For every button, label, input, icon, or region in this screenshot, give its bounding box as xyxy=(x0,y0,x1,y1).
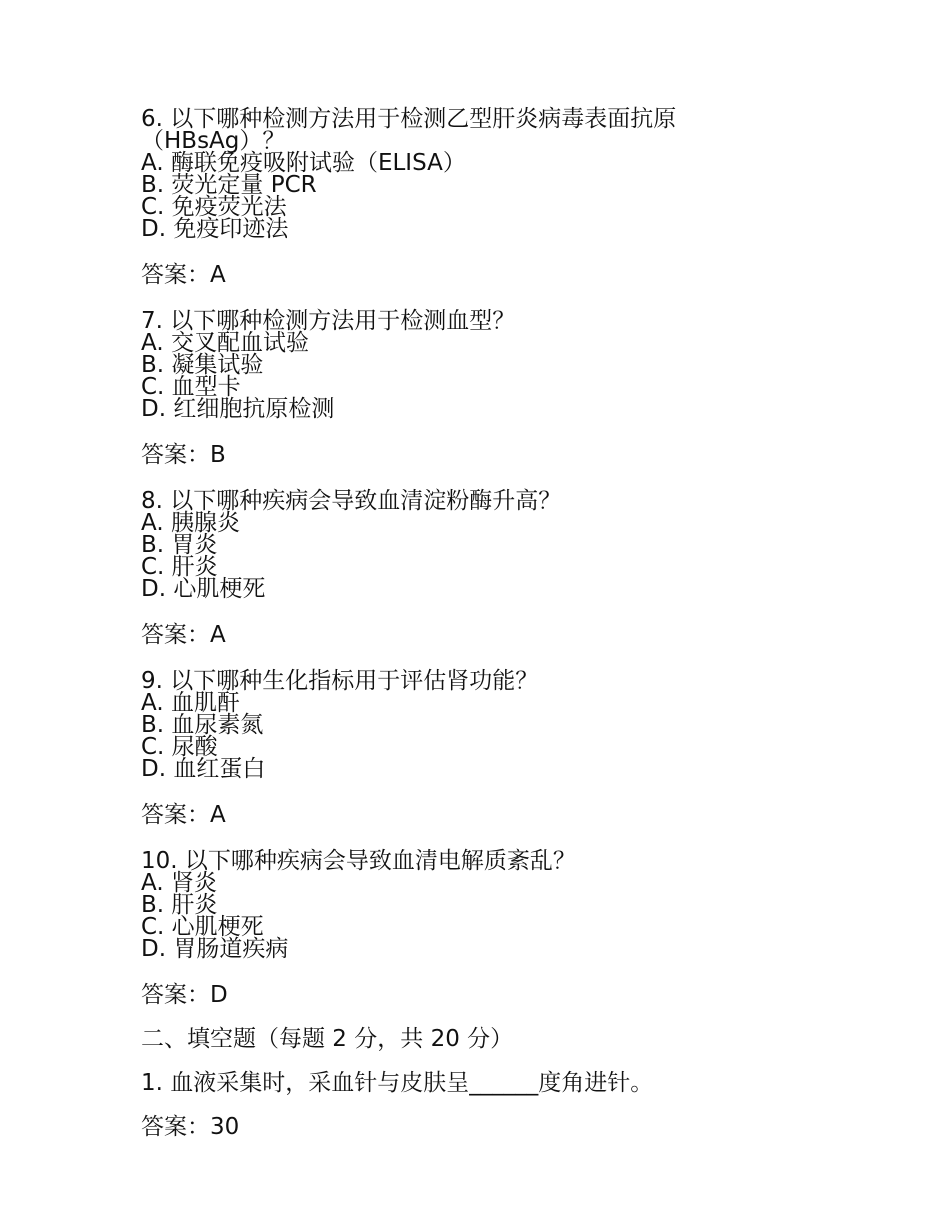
answer: 答案：A xyxy=(141,262,226,288)
option-b: B. 肝炎 xyxy=(141,892,218,918)
fill-answer-1: 答案：30 xyxy=(141,1114,240,1140)
answer: 答案：A xyxy=(141,622,226,648)
question-6 xyxy=(141,108,841,288)
option-a: A. 肾炎 xyxy=(141,870,217,896)
question-stem: 10. 以下哪种疾病会导致血清电解质紊乱？ xyxy=(141,848,576,874)
option-d: D. 红细胞抗原检测 xyxy=(141,396,335,422)
answer: 答案：A xyxy=(141,802,226,828)
question-7 xyxy=(141,310,841,468)
option-b: B. 凝集试验 xyxy=(141,352,264,378)
section-title-fill-in: 二、填空题（每题 2 分，共 20 分） xyxy=(141,1026,514,1052)
question-stem: 8. 以下哪种疾病会导致血清淀粉酶升高？ xyxy=(141,488,562,514)
option-d: D. 血红蛋白 xyxy=(141,756,266,782)
option-d: D. 免疫印迹法 xyxy=(141,216,289,242)
option-a: A. 酶联免疫吸附试验（ELISA） xyxy=(141,150,466,176)
option-a: A. 血肌酐 xyxy=(141,690,240,716)
option-c: C. 肝炎 xyxy=(141,554,218,580)
option-d: D. 胃肠道疾病 xyxy=(141,936,289,962)
answer: 答案：B xyxy=(141,442,226,468)
option-b: B. 血尿素氮 xyxy=(141,712,264,738)
option-b: B. 荧光定量 PCR xyxy=(141,172,317,198)
option-c: C. 尿酸 xyxy=(141,734,218,760)
question-stem-cont: （HBsAg）？ xyxy=(141,128,286,154)
option-b: B. 胃炎 xyxy=(141,532,218,558)
question-8 xyxy=(141,490,841,648)
answer: 答案：D xyxy=(141,982,228,1008)
question-stem: 7. 以下哪种检测方法用于检测血型？ xyxy=(141,308,516,334)
question-9 xyxy=(141,670,841,828)
question-10 xyxy=(141,850,841,1008)
option-c: C. 血型卡 xyxy=(141,374,241,400)
question-stem: 6. 以下哪种检测方法用于检测乙型肝炎病毒表面抗原 xyxy=(141,106,677,132)
option-d: D. 心肌梗死 xyxy=(141,576,266,602)
document-page xyxy=(141,108,841,1140)
question-stem: 9. 以下哪种生化指标用于评估肾功能？ xyxy=(141,668,539,694)
fill-question-1: 1. 血液采集时，采血针与皮肤呈______度角进针。 xyxy=(141,1070,654,1096)
option-c: C. 免疫荧光法 xyxy=(141,194,287,220)
option-c: C. 心肌梗死 xyxy=(141,914,264,940)
option-a: A. 胰腺炎 xyxy=(141,510,240,536)
option-a: A. 交叉配血试验 xyxy=(141,330,309,356)
